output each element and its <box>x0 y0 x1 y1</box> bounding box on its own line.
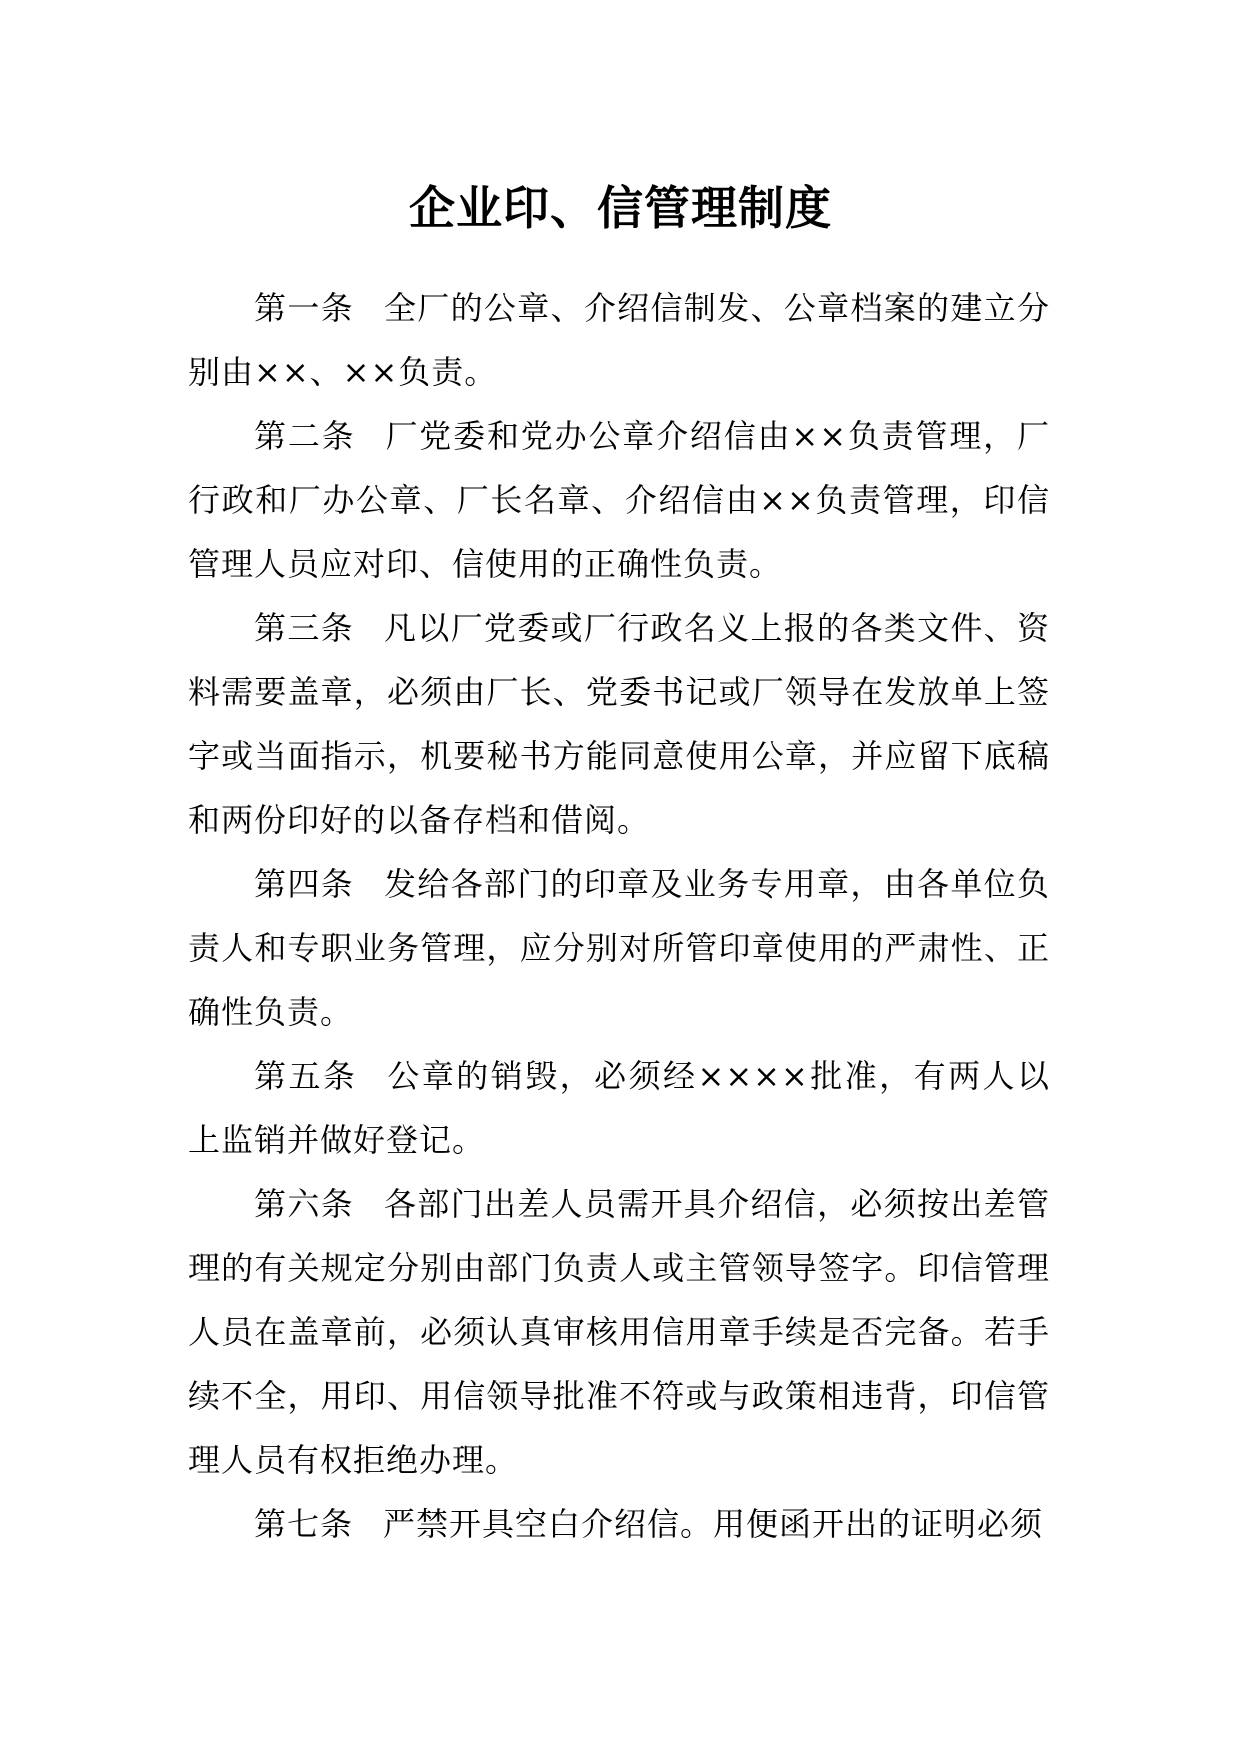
article-4 <box>188 852 1050 1044</box>
article-number: 第二条 <box>254 417 356 455</box>
article-text: 凡以厂党委或厂行政名义上报的各类文件、资料需要盖章，必须由厂长、党委书记或厂领导在发放单上签字或当面指示，机要秘书方能同意使用公章，并应留下底稿和两份印好的以备存档和借阅。 <box>188 609 1050 839</box>
article-number: 第一条 <box>254 289 354 327</box>
article-5 <box>188 1044 1050 1172</box>
article-text: 严禁开具空白介绍信。用便函开出的证明必须 <box>383 1505 1044 1543</box>
article-text: 各部门出差人员需开具介绍信，必须按出差管理的有关规定分别由部门负责人或主管领导签字。印信管理人员在盖章前，必须认真审核用信用章手续是否完备。若手续不全，用印、用信领导批准不符或与政策相违背，印信管理人员有权拒绝办理。 <box>188 1185 1050 1479</box>
article-7 <box>188 1492 1050 1556</box>
article-number: 第三条 <box>254 609 354 647</box>
document-body <box>188 276 1050 1556</box>
article-text: 全厂的公章、介绍信制发、公章档案的建立分别由××、××负责。 <box>188 289 1050 391</box>
article-text: 厂党委和党办公章介绍信由××负责管理，厂行政和厂办公章、厂长名章、介绍信由××负责管理，印信管理人员应对印、信使用的正确性负责。 <box>188 417 1050 583</box>
article-number: 第七条 <box>254 1505 354 1543</box>
article-text: 公章的销毁，必须经××××批准，有两人以上监销并做好登记。 <box>188 1057 1050 1159</box>
article-number: 第四条 <box>254 865 354 903</box>
article-number: 第五条 <box>254 1057 358 1095</box>
article-text: 发给各部门的印章及业务专用章，由各单位负责人和专职业务管理，应分别对所管印章使用的严肃性、正确性负责。 <box>188 865 1050 1031</box>
page-title: 企业印、信管理制度 <box>409 181 832 235</box>
article-3 <box>188 596 1050 852</box>
article-1 <box>188 276 1050 404</box>
article-number: 第六条 <box>254 1185 354 1223</box>
article-6 <box>188 1172 1050 1492</box>
article-2 <box>188 404 1050 596</box>
